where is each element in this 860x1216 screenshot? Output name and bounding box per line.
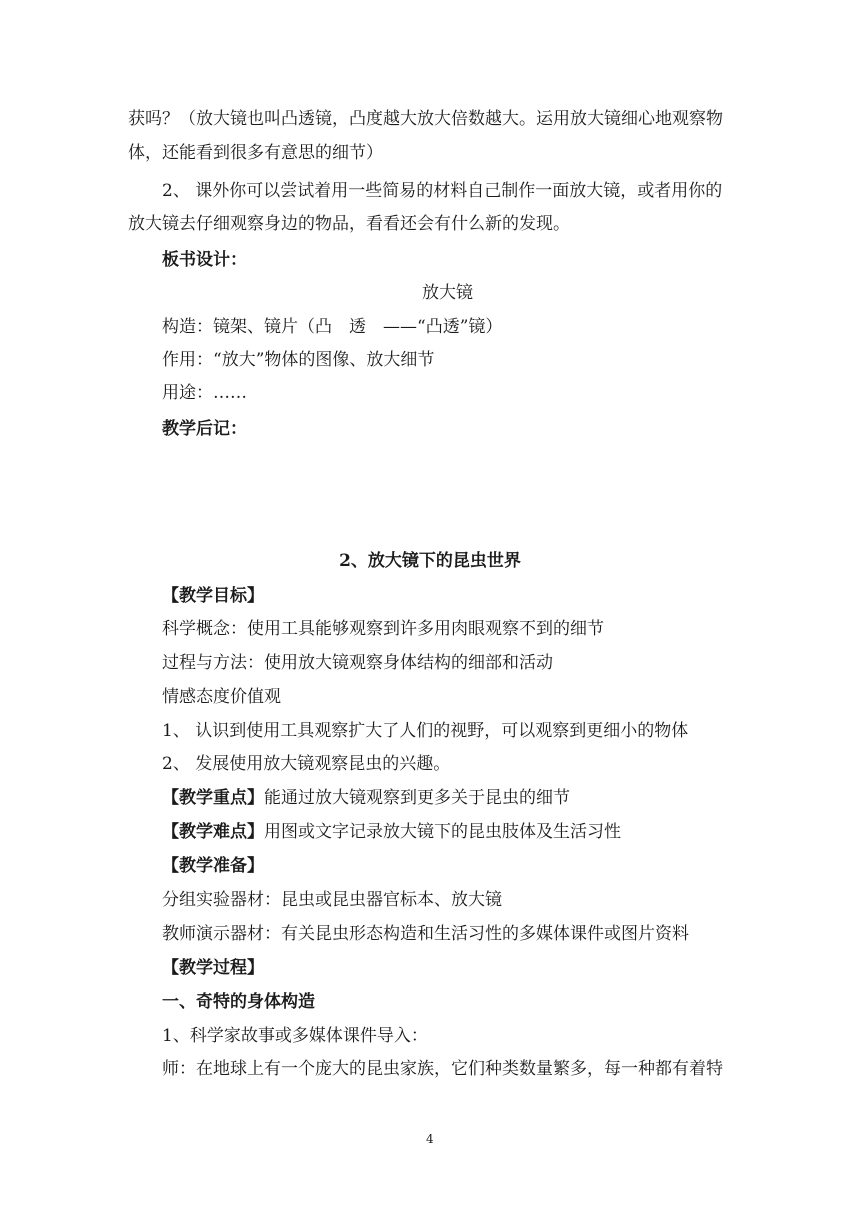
board-function: 作用：“放大”物体的图像、放大细节 [162, 350, 435, 370]
process-step: 1、科学家故事或多媒体课件导入： [162, 1026, 428, 1046]
paragraph-line: 体，还能看到很多有意思的细节） [128, 143, 383, 163]
key-point-label: 【教学重点】 [162, 788, 264, 808]
difficulty-line [162, 821, 621, 843]
key-point-line [162, 787, 570, 809]
objective-concept: 科学概念：使用工具能够观察到许多用肉眼观察不到的细节 [162, 619, 604, 639]
paragraph-line: 师：在地球上有一个庞大的昆虫家族，它们种类数量繁多，每一种都有着特 [162, 1059, 723, 1079]
board-structure: 构造：镜架、镜片（凸 透 ——“凸透”镜） [162, 317, 503, 337]
paragraph-line: 获吗？（放大镜也叫凸透镜，凸度越大放大倍数越大。运用放大镜细心地观察物 [128, 109, 723, 129]
section-heading-board-design: 板书设计： [162, 250, 247, 270]
preparation-group: 分组实验器材：昆虫或昆虫器官标本、放大镜 [162, 890, 502, 910]
section-heading-teaching-notes: 教学后记： [162, 419, 247, 439]
difficulty-label: 【教学难点】 [162, 822, 264, 842]
subsection-heading: 一、奇特的身体构造 [162, 992, 315, 1012]
section-heading-objectives: 【教学目标】 [162, 586, 264, 606]
difficulty-text: 用图或文字记录放大镜下的昆虫肢体及生活习性 [264, 822, 621, 842]
board-title: 放大镜 [422, 283, 473, 303]
paragraph-line: 放大镜去仔细观察身边的物品，看看还会有什么新的发现。 [128, 214, 570, 234]
lesson-title: 2、放大镜下的昆虫世界 [339, 551, 521, 571]
objective-item: 2、 发展使用放大镜观察昆虫的兴趣。 [162, 754, 451, 774]
objective-process: 过程与方法：使用放大镜观察身体结构的细部和活动 [162, 653, 553, 673]
paragraph-line: 2、 课外你可以尝试着用一些简易的材料自己制作一面放大镜，或者用你的 [162, 181, 723, 201]
page-number: 4 [426, 1132, 434, 1146]
objective-item: 1、 认识到使用工具观察扩大了人们的视野，可以观察到更细小的物体 [162, 721, 689, 741]
board-usage: 用途：…… [162, 383, 247, 403]
section-heading-preparation: 【教学准备】 [162, 856, 264, 876]
objective-attitude: 情感态度价值观 [162, 687, 281, 707]
section-heading-process: 【教学过程】 [162, 958, 264, 978]
preparation-teacher: 教师演示器材：有关昆虫形态构造和生活习性的多媒体课件或图片资料 [162, 924, 689, 944]
key-point-text: 能通过放大镜观察到更多关于昆虫的细节 [264, 788, 570, 808]
